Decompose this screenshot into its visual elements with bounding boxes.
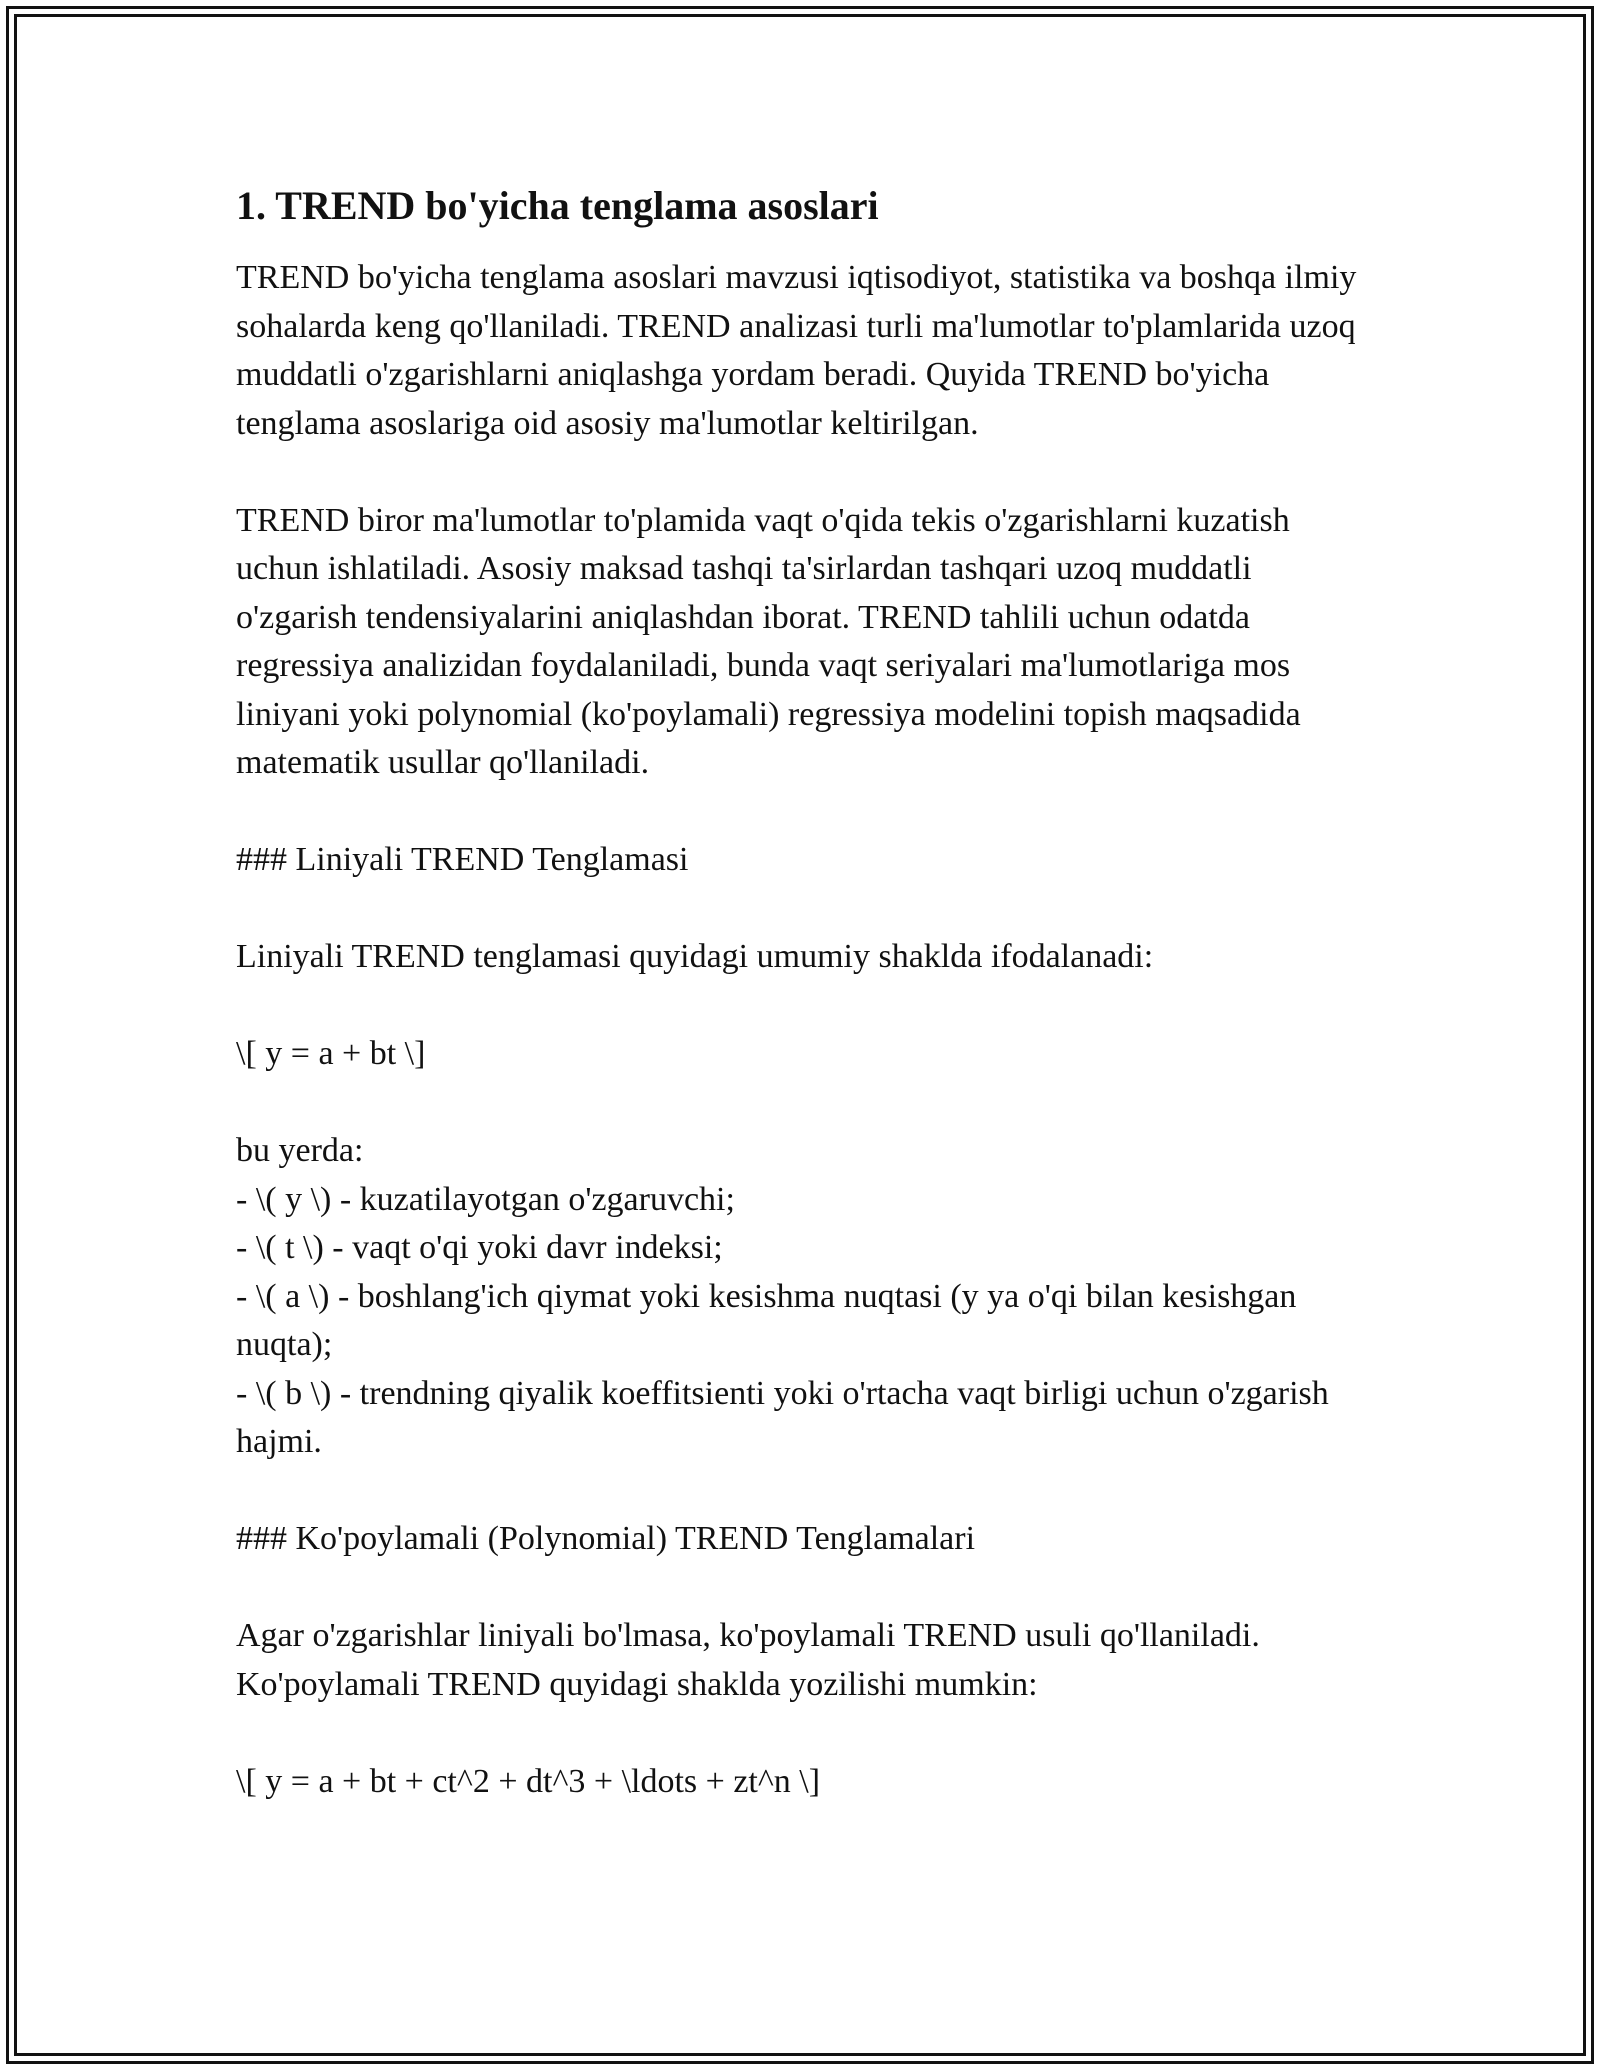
definition-item-b: - \( b \) - trendning qiyalik koeffitsienti yoki o'rtacha vaqt birligi uchun o'zgarish hajmi. xyxy=(236,1374,1329,1460)
spacer xyxy=(236,982,1376,1031)
intro-paragraph: TREND bo'yicha tenglama asoslari mavzusi iqtisodiyot, statistika va boshqa ilmiy sohalarda keng qo'llaniladi. TREND analizasi turli ma'lumotlar to'plamlarida uzoq muddatli o'zgarishlarni aniqlashga yordam beradi. Quyida TREND bo'yicha tenglama asoslariga oid asosiy ma'lumotlar keltirilgan. xyxy=(236,259,1357,442)
document-body xyxy=(236,180,1376,1806)
polynomial-formula: \[ y = a + bt + ct^2 + dt^3 + \ldots + zt^n \] xyxy=(236,1762,821,1800)
linear-trend-subheading: ### Liniyali TREND Tenglamasi xyxy=(236,841,689,878)
spacer xyxy=(236,885,1376,934)
spacer xyxy=(236,1079,1376,1128)
definition-item-y: - \( y \) - kuzatilayotgan o'zgaruvchi; xyxy=(236,1180,735,1218)
definition-item-t: - \( t \) - vaqt o'qi yoki davr indeksi; xyxy=(236,1229,723,1266)
trend-definition-paragraph: TREND biror ma'lumotlar to'plamida vaqt o'qida tekis o'zgarishlarni kuzatish uchun ishlatiladi. Asosiy maksad tashqi ta'sirlardan tashqari uzoq muddatli o'zgarish tendensiyalarini aniqlashdan iborat. TREND tahlili uchun odatda regressiya analizidan foydalaniladi, bunda vaqt seriyalari ma'lumotlariga mos liniyani yoki polynomial (ko'poylamali) regressiya modelini topish maqsadida matematik usullar qo'llaniladi. xyxy=(236,501,1301,781)
spacer xyxy=(236,1467,1376,1516)
polynomial-trend-subheading: ### Ko'poylamali (Polynomial) TREND Tenglamalari xyxy=(236,1520,976,1557)
spacer xyxy=(236,788,1376,837)
linear-formula: \[ y = a + bt \] xyxy=(236,1035,426,1072)
linear-trend-intro: Liniyali TREND tenglamasi quyidagi umumiy shaklda ifodalanadi: xyxy=(236,938,1154,975)
spacer xyxy=(236,1564,1376,1613)
spacer xyxy=(236,448,1376,497)
where-label: bu yerda: xyxy=(236,1132,364,1169)
section-heading: 1. TREND bo'yicha tenglama asoslari xyxy=(236,183,879,228)
spacer xyxy=(236,1709,1376,1758)
polynomial-trend-intro: Agar o'zgarishlar liniyali bo'lmasa, ko'poylamali TREND usuli qo'llaniladi. Ko'poylamali TREND quyidagi shaklda yozilishi mumkin: xyxy=(236,1617,1260,1703)
definition-item-a: - \( a \) - boshlang'ich qiymat yoki kesishma nuqtasi (y ya o'qi bilan kesishgan nuqta); xyxy=(236,1277,1297,1363)
